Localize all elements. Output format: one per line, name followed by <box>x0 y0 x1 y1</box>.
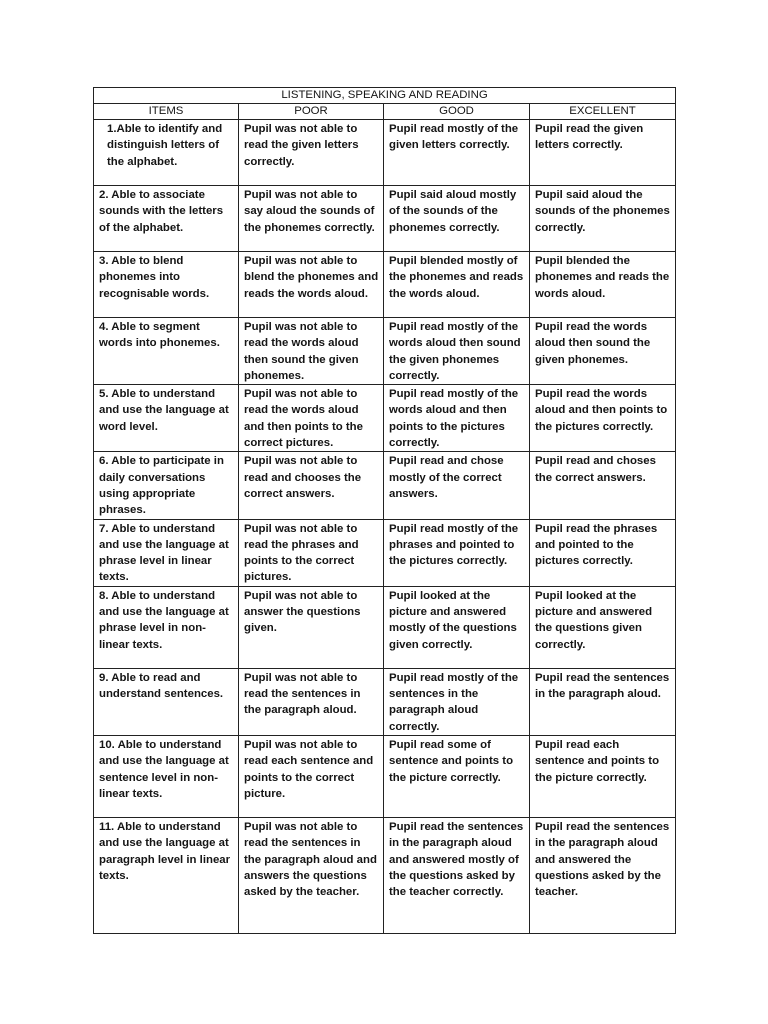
excellent-cell: Pupil read the sentences in the paragraph aloud and answered the questions asked by the teacher. <box>530 817 676 933</box>
header-excellent: EXCELLENT <box>530 104 676 120</box>
item-cell: 4. Able to segment words into phonemes. <box>94 318 239 385</box>
excellent-cell: Pupil read the phrases and pointed to the pictures correctly. <box>530 519 676 586</box>
poor-cell: Pupil was not able to read the sentences in the paragraph aloud and answers the questions asked by the teacher. <box>239 817 384 933</box>
item-cell: 8. Able to understand and use the language at phrase level in non-linear texts. <box>94 586 239 668</box>
good-cell: Pupil read mostly of the words aloud then sound the given phonemes correctly. <box>384 318 530 385</box>
good-cell: Pupil read mostly of the sentences in the paragraph aloud correctly. <box>384 668 530 735</box>
excellent-cell: Pupil said aloud the sounds of the phonemes correctly. <box>530 186 676 252</box>
item-cell: 7. Able to understand and use the language at phrase level in linear texts. <box>94 519 239 586</box>
good-cell: Pupil read mostly of the phrases and pointed to the pictures correctly. <box>384 519 530 586</box>
excellent-cell: Pupil read and choses the correct answers. <box>530 452 676 519</box>
excellent-cell: Pupil read each sentence and points to the picture correctly. <box>530 735 676 817</box>
table-row <box>94 452 676 519</box>
poor-cell: Pupil was not able to blend the phonemes and reads the words aloud. <box>239 252 384 318</box>
good-cell: Pupil read some of sentence and points to the picture correctly. <box>384 735 530 817</box>
header-good: GOOD <box>384 104 530 120</box>
item-cell: 6. Able to participate in daily conversations using appropriate phrases. <box>94 452 239 519</box>
item-cell: 3. Able to blend phonemes into recognisable words. <box>94 252 239 318</box>
item-cell: 1.Able to identify and distinguish letters of the alphabet. <box>94 120 239 186</box>
rubric-table <box>93 87 676 934</box>
good-cell: Pupil read and chose mostly of the correct answers. <box>384 452 530 519</box>
poor-cell: Pupil was not able to read and chooses the correct answers. <box>239 452 384 519</box>
item-cell: 5. Able to understand and use the language at word level. <box>94 385 239 452</box>
poor-cell: Pupil was not able to read the given letters correctly. <box>239 120 384 186</box>
item-cell: 2. Able to associate sounds with the letters of the alphabet. <box>94 186 239 252</box>
good-cell: Pupil read mostly of the given letters correctly. <box>384 120 530 186</box>
excellent-cell: Pupil read the words aloud then sound the given phonemes. <box>530 318 676 385</box>
poor-cell: Pupil was not able to say aloud the sounds of the phonemes correctly. <box>239 186 384 252</box>
table-title: LISTENING, SPEAKING AND READING <box>94 88 676 104</box>
table-row <box>94 252 676 318</box>
poor-cell: Pupil was not able to answer the questions given. <box>239 586 384 668</box>
poor-cell: Pupil was not able to read the words aloud then sound the given phonemes. <box>239 318 384 385</box>
good-cell: Pupil read the sentences in the paragraph aloud and answered mostly of the questions asked by the teacher correctly. <box>384 817 530 933</box>
item-cell: 9. Able to read and understand sentences. <box>94 668 239 735</box>
poor-cell: Pupil was not able to read the phrases and points to the correct pictures. <box>239 519 384 586</box>
poor-cell: Pupil was not able to read the sentences in the paragraph aloud. <box>239 668 384 735</box>
excellent-cell: Pupil looked at the picture and answered the questions given correctly. <box>530 586 676 668</box>
table-row <box>94 186 676 252</box>
item-cell: 11. Able to understand and use the language at paragraph level in linear texts. <box>94 817 239 933</box>
header-row <box>94 104 676 120</box>
excellent-cell: Pupil read the given letters correctly. <box>530 120 676 186</box>
excellent-cell: Pupil read the words aloud and then points to the pictures correctly. <box>530 385 676 452</box>
header-poor: POOR <box>239 104 384 120</box>
table-row <box>94 586 676 668</box>
title-row <box>94 88 676 104</box>
table-row <box>94 385 676 452</box>
table-row <box>94 318 676 385</box>
good-cell: Pupil looked at the picture and answered mostly of the questions given correctly. <box>384 586 530 668</box>
table-row <box>94 735 676 817</box>
header-items: ITEMS <box>94 104 239 120</box>
good-cell: Pupil said aloud mostly of the sounds of the phonemes correctly. <box>384 186 530 252</box>
poor-cell: Pupil was not able to read the words aloud and then points to the correct pictures. <box>239 385 384 452</box>
item-cell: 10. Able to understand and use the language at sentence level in non-linear texts. <box>94 735 239 817</box>
good-cell: Pupil read mostly of the words aloud and then points to the pictures correctly. <box>384 385 530 452</box>
excellent-cell: Pupil read the sentences in the paragraph aloud. <box>530 668 676 735</box>
table-row <box>94 519 676 586</box>
good-cell: Pupil blended mostly of the phonemes and reads the words aloud. <box>384 252 530 318</box>
table-row <box>94 120 676 186</box>
excellent-cell: Pupil blended the phonemes and reads the words aloud. <box>530 252 676 318</box>
rubric-document <box>93 87 675 934</box>
table-row <box>94 668 676 735</box>
table-row <box>94 817 676 933</box>
poor-cell: Pupil was not able to read each sentence and points to the correct picture. <box>239 735 384 817</box>
